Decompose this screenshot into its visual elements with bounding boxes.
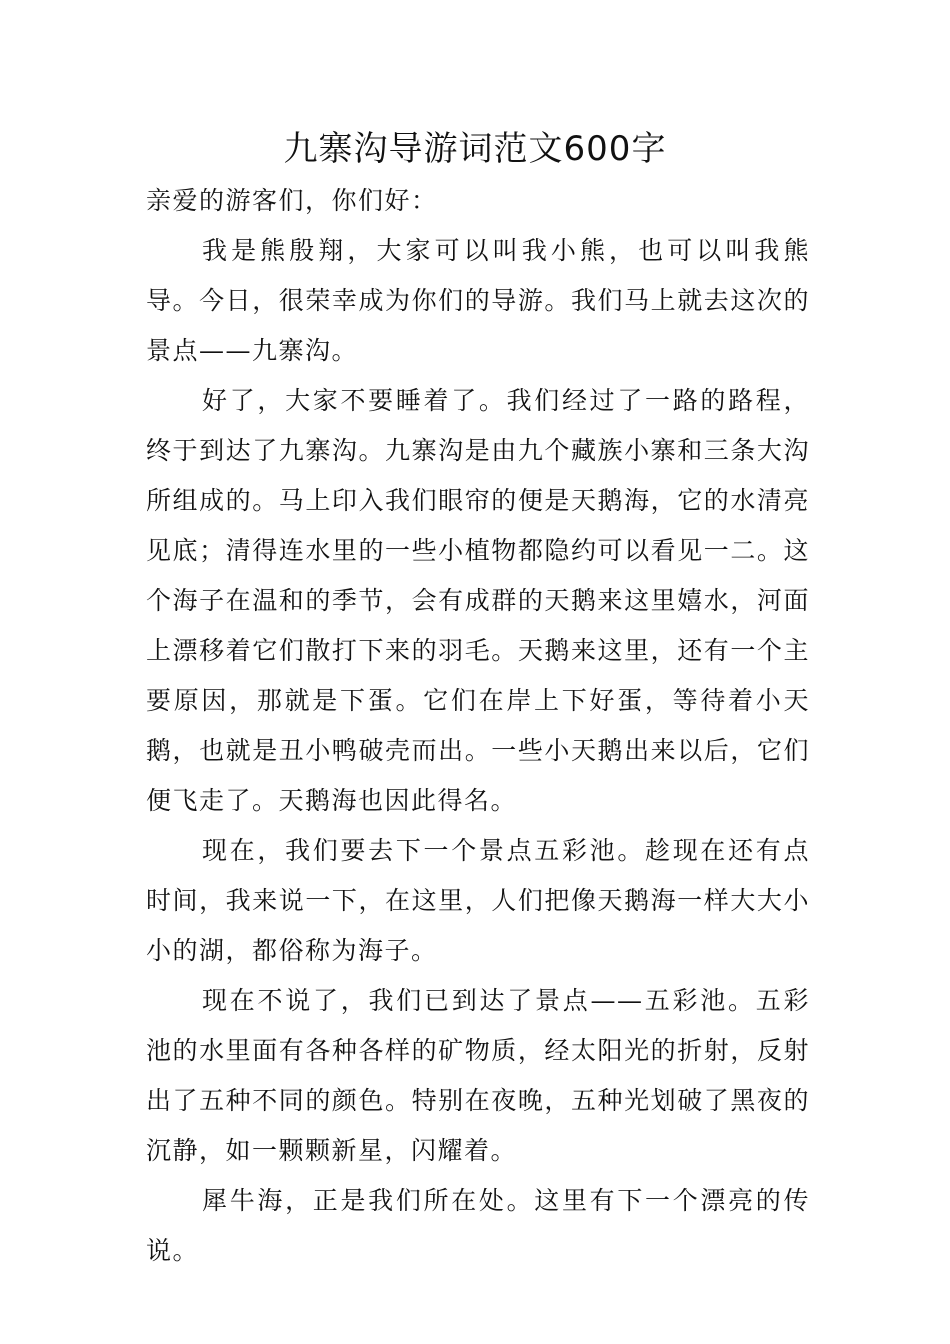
paragraph-rhino-lake: 犀牛海，正是我们所在处。这里有下一个漂亮的传说。 (146, 1186, 810, 1265)
document-title: 九寨沟导游词范文600字 (283, 129, 667, 169)
document-body (146, 176, 810, 1276)
greeting-paragraph: 亲爱的游客们，你们好： (146, 186, 438, 215)
paragraph-five-color-pool-intro: 现在，我们要去下一个景点五彩池。趁现在还有点时间，我来说一下，在这里，人们把像天鹅海一样大大小小的湖，都俗称为海子。 (146, 836, 810, 965)
paragraph-five-color-pool: 现在不说了，我们已到达了景点——五彩池。五彩池的水里面有各种各样的矿物质，经太阳光的折射，反射出了五种不同的颜色。特别在夜晚，五种光划破了黑夜的沉静，如一颗颗新星，闪耀着。 (146, 986, 810, 1165)
paragraph-intro: 我是熊殷翔，大家可以叫我小熊，也可以叫我熊导。今日，很荣幸成为你们的导游。我们马上就去这次的景点——九寨沟。 (146, 236, 810, 365)
paragraph-swan-lake: 好了，大家不要睡着了。我们经过了一路的路程，终于到达了九寨沟。九寨沟是由九个藏族小寨和三条大沟所组成的。马上印入我们眼帘的便是天鹅海，它的水清亮见底；清得连水里的一些小植物都隐约可以看见一二。这个海子在温和的季节，会有成群的天鹅来这里嬉水，河面上漂移着它们散打下来的羽毛。天鹅来这里，还有一个主要原因，那就是下蛋。它们在岸上下好蛋，等待着小天鹅，也就是丑小鸭破壳而出。一些小天鹅出来以后，它们便飞走了。天鹅海也因此得名。 (146, 386, 810, 815)
